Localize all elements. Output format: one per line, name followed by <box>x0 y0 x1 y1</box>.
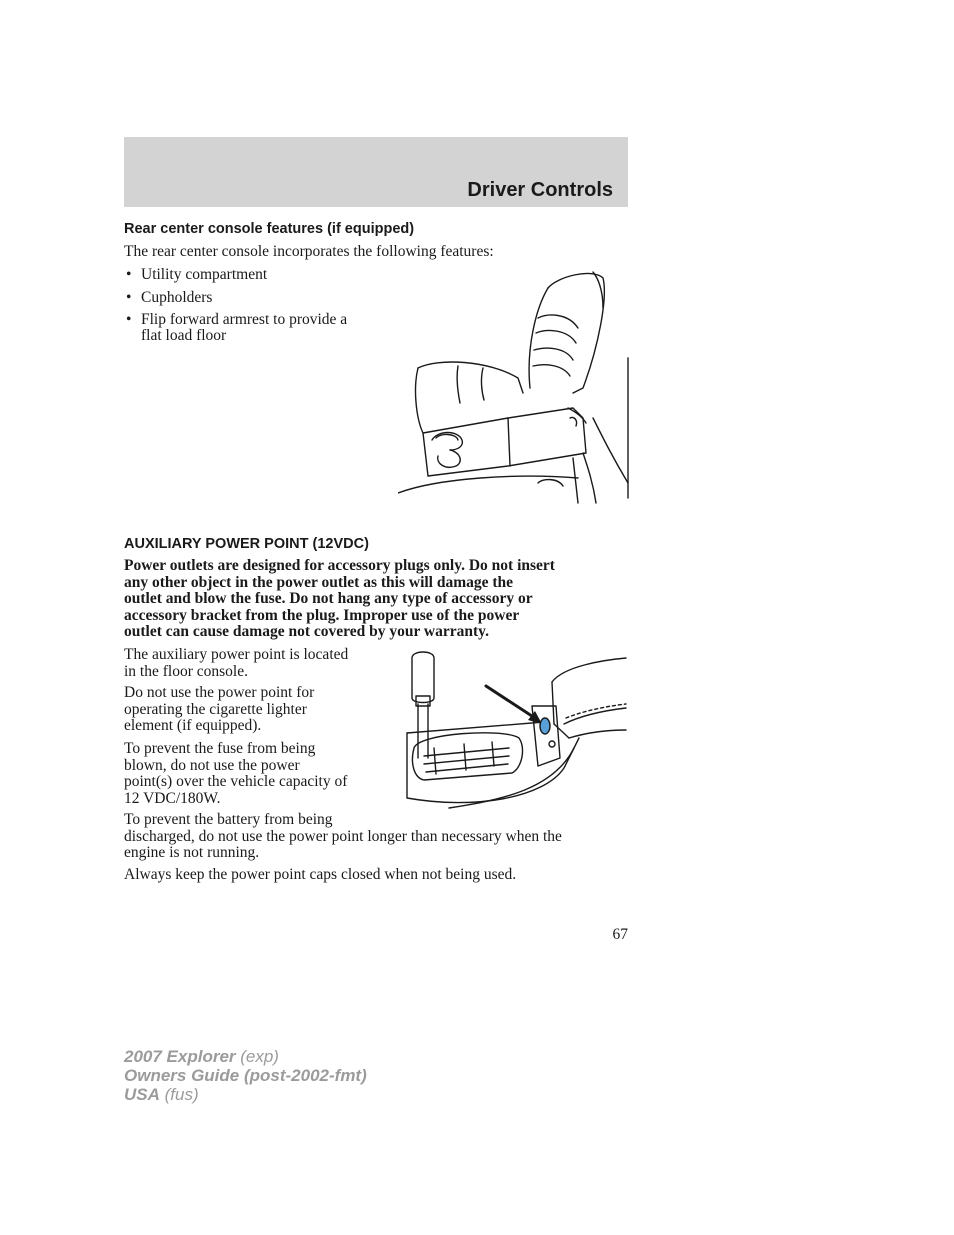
footer-line <box>124 1066 367 1085</box>
paragraph: Always keep the power point caps closed when not being used. <box>124 866 517 883</box>
list-item-text: Flip forward armrest to provide a <box>141 311 348 328</box>
footer-line <box>124 1085 367 1104</box>
warning-line: any other object in the power outlet as this will damage the <box>124 573 514 591</box>
page-number: 67 <box>612 926 628 943</box>
paragraph-line: engine is not running. <box>124 844 260 861</box>
paragraph <box>124 685 314 735</box>
paragraph-line: Do not use the power point for <box>124 684 315 701</box>
paragraph-line: The auxiliary power point is located <box>124 646 349 663</box>
rear-console-illustration <box>398 268 630 504</box>
footer-guide: Owners Guide (post-2002-fmt) <box>124 1066 367 1085</box>
list-item-text: Utility compartment <box>141 266 268 283</box>
warning-line: outlet can cause damage not covered by your warranty. <box>124 623 489 640</box>
footer-code: (exp) <box>235 1047 279 1066</box>
section-title: Driver Controls <box>467 179 613 201</box>
paragraph-line: operating the cigarette lighter <box>124 700 307 718</box>
paragraph-line: in the floor console. <box>124 662 248 680</box>
warning-line: accessory bracket from the plug. Improper use of the power <box>124 606 520 624</box>
aux-power-heading: AUXILIARY POWER POINT (12VDC) <box>124 536 369 552</box>
rear-console-heading: Rear center console features (if equipped) <box>124 221 415 237</box>
section-header-band <box>124 137 628 207</box>
paragraph-line: To prevent the battery from being <box>124 811 333 828</box>
warning-text <box>124 558 634 641</box>
paragraph <box>124 647 348 680</box>
paragraph-line: element (if equipped). <box>124 717 262 734</box>
footer-region-code: (fus) <box>159 1085 199 1104</box>
paragraph-line: point(s) over the vehicle capacity of <box>124 773 348 790</box>
rear-console-intro: The rear center console incorporates the following features: <box>124 243 494 260</box>
list-item-text: Cupholders <box>141 289 213 306</box>
footer-region: USA <box>124 1085 160 1104</box>
warning-line: outlet and blow the fuse. Do not hang any type of accessory or <box>124 590 533 607</box>
footer-line <box>124 1047 367 1066</box>
paragraph-line: blown, do not use the power <box>124 756 300 774</box>
power-point-illustration <box>404 648 628 810</box>
paragraph-line: discharged, do not use the power point longer than necessary when the <box>124 827 562 845</box>
paragraph-line: 12 VDC/180W. <box>124 789 221 807</box>
paragraph-line: To prevent the fuse from being <box>124 740 316 757</box>
warning-line: Power outlets are designed for accessory plugs only. Do not insert <box>124 557 555 574</box>
footer-model: 2007 Explorer <box>124 1047 236 1066</box>
paragraph <box>124 812 562 862</box>
list-item-text: flat load floor <box>141 327 227 344</box>
paragraph <box>124 741 347 807</box>
footer <box>124 1047 367 1104</box>
